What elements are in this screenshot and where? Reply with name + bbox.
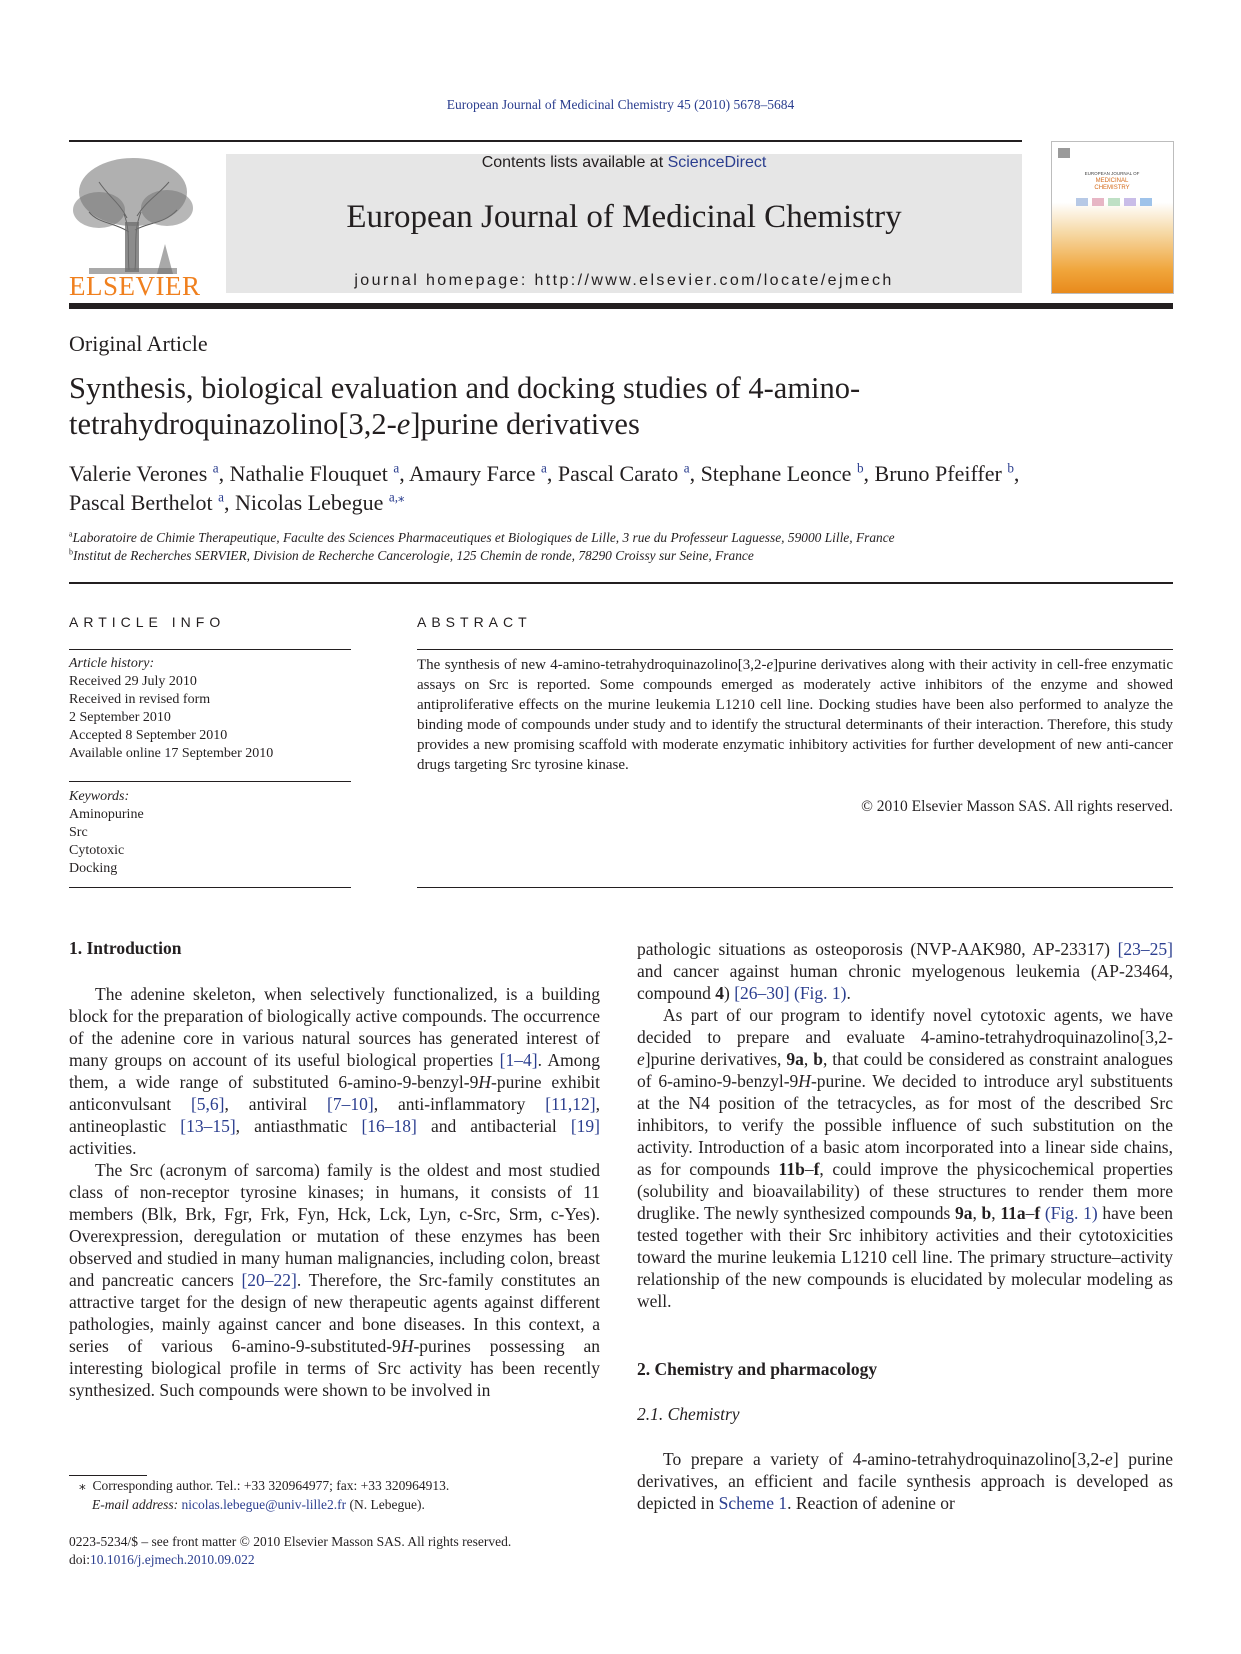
text-run: , antiasthmatic bbox=[235, 1116, 362, 1136]
author-separator: , bbox=[546, 461, 558, 486]
abstract-heading: ABSTRACT bbox=[417, 614, 532, 630]
text-run: , anti-inflammatory bbox=[373, 1094, 546, 1114]
compound-label: b bbox=[813, 1049, 823, 1069]
abstract-rule bbox=[417, 887, 1173, 888]
info-rule bbox=[69, 649, 351, 650]
text-run: To prepare a variety of 4-amino-tetrahydroquinazolino[3,2- bbox=[663, 1449, 1106, 1469]
affiliation-text: Institut de Recherches SERVIER, Division de Recherche Cancerologie, 125 Chemin de ronde, 78290 Croissy sur Seine, France bbox=[73, 548, 754, 563]
keyword-list bbox=[69, 806, 349, 878]
text-run: – bbox=[804, 1159, 814, 1179]
history-label: Article history: bbox=[69, 656, 155, 671]
journal-cover-thumbnail bbox=[1051, 141, 1174, 294]
reference-link[interactable]: [23–25] bbox=[1117, 939, 1173, 959]
reference-link[interactable]: [20–22] bbox=[241, 1270, 297, 1290]
abstract-part-a: The synthesis of new 4-amino-tetrahydroquinazolino[3,2- bbox=[417, 657, 767, 673]
contents-prefix: Contents lists available at bbox=[481, 154, 668, 171]
elsevier-wordmark: ELSEVIER bbox=[69, 271, 201, 301]
keyword-item: Cytotoxic bbox=[69, 843, 125, 858]
author-separator: , bbox=[399, 461, 410, 486]
affiliation-marker[interactable]: b bbox=[856, 460, 864, 476]
header-separator bbox=[69, 582, 1173, 584]
affiliation-marker[interactable]: a,⁎ bbox=[388, 489, 405, 505]
journal-homepage[interactable]: journal homepage: http://www.elsevier.com/locate/ejmech bbox=[354, 272, 894, 289]
affiliation bbox=[69, 529, 1169, 547]
footer-identifiers bbox=[69, 1533, 629, 1569]
reference-link[interactable]: [13–15] bbox=[180, 1116, 236, 1136]
history-item: Accepted 8 September 2010 bbox=[69, 728, 228, 743]
italic-text: e bbox=[1105, 1449, 1113, 1469]
abstract-copyright: © 2010 Elsevier Masson SAS. All rights reserved. bbox=[861, 798, 1173, 815]
text-run: -purine exhibit anticonvulsant bbox=[69, 1072, 600, 1114]
affiliation-marker[interactable]: a bbox=[540, 460, 547, 476]
title-line-2b: ]purine derivatives bbox=[410, 407, 640, 441]
reference-link[interactable]: [1–4] bbox=[499, 1050, 538, 1070]
author-name: Nathalie Flouquet bbox=[229, 461, 388, 486]
info-rule bbox=[69, 781, 351, 782]
keywords-label: Keywords: bbox=[69, 789, 130, 804]
reference-link[interactable]: [5,6] bbox=[190, 1094, 225, 1114]
text-run: , bbox=[803, 1049, 814, 1069]
author-list bbox=[69, 459, 1179, 517]
reference-link[interactable]: (Fig. 1) bbox=[794, 983, 847, 1003]
footnote-line-1: Corresponding author. Tel.: +33 320964977; fax: +33 320964913. bbox=[92, 1478, 450, 1493]
compound-label: 9a bbox=[786, 1049, 804, 1069]
info-rule bbox=[69, 887, 351, 888]
text-run: have been tested together with their Src inhibitory activities and their cytotoxicities toward the murine leukemia L1210 cell line. The primary structure–activity relationship of the new compounds is elucidated by molecular modeling as well. bbox=[637, 1203, 1174, 1311]
text-run: ] purine derivatives, an efficient and facile synthesis approach is developed as depicted in bbox=[637, 1449, 1173, 1513]
author-separator: , bbox=[863, 461, 875, 486]
doi-label: doi: bbox=[69, 1552, 91, 1567]
top-rule bbox=[69, 140, 1022, 142]
footnote-star: ⁎ bbox=[79, 1478, 86, 1493]
text-run: The adenine skeleton, when selectively functionalized, is a building block for the preparation of biologically active compounds. The occurrence of the adenine core in various natural sources has generated interest of many groups on account of its useful biological properties bbox=[69, 984, 600, 1070]
email-label: E-mail address: bbox=[92, 1497, 182, 1512]
chemistry-paragraph-1 bbox=[637, 1448, 1173, 1514]
text-run: -purines possessing an interesting biological profile in terms of Src activity has been recently synthesized. Such compounds were shown to be involved in bbox=[69, 1336, 601, 1400]
text-run: . bbox=[846, 983, 851, 1003]
text-run: pathologic situations as osteoporosis (NVP-AAK980, AP-23317) bbox=[637, 939, 1118, 959]
reference-link[interactable]: [11,12] bbox=[545, 1094, 596, 1114]
affiliation-text: Laboratoire de Chimie Therapeutique, Faculte des Sciences Pharmaceutiques et Biologiques de Lille, 3 rue du Professeur Laguesse, 59000 Lille, France bbox=[72, 530, 895, 545]
history-item: 2 September 2010 bbox=[69, 710, 171, 725]
text-run: -purine. We decided to introduce aryl substituents at the N4 position of the tetracycles, as for most of the described Src inhibitors, to verify the possible influence of such substitution on the activity. Introduction of a basic atom incorporated into a linear side chains, as for compounds bbox=[637, 1071, 1173, 1179]
author-name: Bruno Pfeiffer bbox=[874, 461, 1002, 486]
abstract-part-b: ]purine derivatives along with their activity in cell-free enzymatic assays on Src is reported. Some compounds emerged as moderately active inhibitors of the enzyme and showed antiproliferative effects on the murine leukemia L1210 cell line. Docking studies have been also performed to analyze the binding mode of compounds under study and to identify the structural determinants of their interaction. Therefore, this study provides a new promising scaffold with moderate enzymatic inhibitory activities for further development of new anti-cancer drugs targeting Src tyrosine kinase. bbox=[417, 657, 1174, 773]
author-name: Pascal Carato bbox=[557, 461, 679, 486]
history-item: Received 29 July 2010 bbox=[69, 674, 197, 689]
doi-link[interactable]: 10.1016/j.ejmech.2010.09.022 bbox=[90, 1552, 255, 1567]
reference-link[interactable]: (Fig. 1) bbox=[1044, 1203, 1098, 1223]
author-name: Nicolas Lebegue bbox=[234, 490, 384, 515]
reference-link[interactable]: [7–10] bbox=[327, 1094, 374, 1114]
compound-label: 11b bbox=[778, 1159, 805, 1179]
abstract-italic: e bbox=[766, 657, 774, 673]
text-run: , bbox=[991, 1203, 1001, 1223]
right-column bbox=[637, 938, 1173, 1312]
sciencedirect-link[interactable]: ScienceDirect bbox=[667, 154, 767, 171]
compound-label: f bbox=[1034, 1203, 1041, 1223]
text-run: ]purine derivatives, bbox=[644, 1049, 787, 1069]
front-matter-line: 0223-5234/$ – see front matter © 2010 Elsevier Masson SAS. All rights reserved. bbox=[69, 1534, 512, 1549]
affiliation-marker[interactable]: a bbox=[683, 460, 690, 476]
article-history bbox=[69, 655, 349, 763]
text-run: The Src (acronym of sarcoma) family is the oldest and most studied class of non-receptor tyrosine kinases; in humans, it consists of 11 members (Blk, Brk, Fgr, Frk, Fyn, Hck, Lck, Lyn, c-Src, Srm, c-Yes). Overexpression, deregulation or mutation of these enzymes has been observed and studied in many human malignancies, including colon, breast and pancreatic cancers bbox=[69, 1160, 600, 1290]
keywords bbox=[69, 788, 349, 878]
intro-paragraph-3 bbox=[637, 938, 1173, 1004]
italic-text: e bbox=[637, 1049, 645, 1069]
cover-title-2: MEDICINAL bbox=[1095, 178, 1129, 184]
reference-link[interactable]: [26–30] bbox=[734, 983, 790, 1003]
affiliation-letter: a bbox=[69, 529, 73, 539]
abstract-text bbox=[417, 655, 1173, 775]
footnote bbox=[69, 1476, 600, 1514]
article-type: Original Article bbox=[69, 331, 208, 356]
journal-citation[interactable]: European Journal of Medicinal Chemistry 45 (2010) 5678–5684 bbox=[446, 97, 795, 112]
text-run: As part of our program to identify novel cytotoxic agents, we have decided to prepare and evaluate 4-amino-tetrahydroquinazolino[3,2- bbox=[637, 1005, 1173, 1047]
title-line-2a: tetrahydroquinazolino[3,2- bbox=[69, 407, 397, 441]
history-list bbox=[69, 673, 349, 763]
text-run: . Among them, a wide range of substituted 6-amino-9-benzyl-9 bbox=[69, 1050, 600, 1092]
author-name: Amaury Farce bbox=[409, 461, 536, 486]
section-heading-chemistry: 2. Chemistry and pharmacology bbox=[637, 1359, 878, 1379]
section-heading-introduction: 1. Introduction bbox=[69, 938, 182, 958]
left-column bbox=[69, 983, 600, 1401]
intro-paragraph-1 bbox=[69, 983, 600, 1159]
text-run: , antiviral bbox=[224, 1094, 328, 1114]
text-run: ) bbox=[724, 983, 735, 1003]
author-name: Valerie Verones bbox=[69, 461, 208, 486]
keyword-item: Aminopurine bbox=[69, 807, 144, 822]
affiliation bbox=[69, 547, 1169, 565]
author-separator: , bbox=[218, 461, 230, 486]
reference-link[interactable]: [16–18] bbox=[361, 1116, 417, 1136]
italic-text: H bbox=[400, 1336, 414, 1356]
italic-text: H bbox=[478, 1072, 492, 1092]
journal-title: European Journal of Medicinal Chemistry bbox=[346, 199, 902, 235]
affiliation-marker[interactable]: b bbox=[1007, 460, 1014, 476]
compound-label: 9a bbox=[954, 1203, 973, 1223]
text-run: , bbox=[972, 1203, 982, 1223]
email-suffix: (N. Lebegue). bbox=[346, 1497, 425, 1512]
article-title bbox=[69, 370, 1169, 442]
title-line-2-italic: e bbox=[396, 407, 411, 441]
title-line-1: Synthesis, biological evaluation and docking studies of 4-amino- bbox=[69, 371, 861, 405]
text-run: . Reaction of adenine or bbox=[787, 1493, 955, 1513]
cover-title-3: CHEMISTRY bbox=[1094, 185, 1130, 191]
text-run: , could improve the physicochemical properties (solubility and bioavailability) of these structures to render them more druglike. The newly synthesized compounds bbox=[637, 1159, 1173, 1223]
author-separator: , bbox=[689, 461, 701, 486]
affiliation-marker[interactable]: a bbox=[212, 460, 219, 476]
affiliation-marker[interactable]: a bbox=[393, 460, 400, 476]
history-item: Received in revised form bbox=[69, 692, 211, 707]
reference-link[interactable]: Scheme 1 bbox=[718, 1493, 788, 1513]
compound-label: f bbox=[813, 1159, 820, 1179]
keyword-item: Docking bbox=[69, 861, 118, 876]
affiliations bbox=[69, 529, 1169, 565]
abstract-rule bbox=[417, 649, 1173, 650]
text-run: , that could be considered as constraint analogues of 6-amino-9-benzyl-9 bbox=[637, 1049, 1173, 1091]
intro-paragraph-4 bbox=[637, 1004, 1173, 1312]
chemistry-column bbox=[637, 1448, 1173, 1514]
text-run: . Therefore, the Src-family constitutes an attractive target for the design of new therapeutic agents against different pathologies, mainly against cancer and bone diseases. In this context, a series of various 6-amino-9-substituted-9 bbox=[69, 1270, 600, 1356]
subsection-heading-chemistry: 2.1. Chemistry bbox=[637, 1404, 740, 1424]
reference-link[interactable]: [19] bbox=[570, 1116, 600, 1136]
compound-label: 4 bbox=[715, 983, 725, 1003]
author-name: Stephane Leonce bbox=[700, 461, 852, 486]
keyword-item: Src bbox=[69, 825, 88, 840]
affiliation-marker[interactable]: a bbox=[218, 489, 224, 505]
text-run: – bbox=[1025, 1203, 1035, 1223]
text-run: and cancer against human chronic myelogenous leukemia (AP-23464, compound bbox=[637, 961, 1173, 1003]
compound-label: 11a bbox=[1000, 1203, 1026, 1223]
author-separator: , bbox=[223, 490, 235, 515]
email-link[interactable]: nicolas.lebegue@univ-lille2.fr bbox=[181, 1497, 347, 1512]
author-separator: , bbox=[1013, 461, 1020, 486]
italic-text: H bbox=[798, 1071, 811, 1091]
affiliation-letter: b bbox=[69, 547, 74, 557]
text-run: activities. bbox=[69, 1138, 137, 1158]
text-run: , antineoplastic bbox=[69, 1094, 601, 1136]
compound-label: b bbox=[981, 1203, 992, 1223]
article-info-heading: ARTICLE INFO bbox=[69, 614, 226, 630]
masthead-bottom-rule bbox=[69, 303, 1173, 309]
history-item: Available online 17 September 2010 bbox=[69, 746, 274, 761]
author-name: Pascal Berthelot bbox=[69, 490, 213, 515]
cover-title-1: EUROPEAN JOURNAL OF bbox=[1084, 171, 1140, 176]
text-run: and antibacterial bbox=[416, 1116, 571, 1136]
contents-line bbox=[226, 154, 1022, 172]
intro-paragraph-2 bbox=[69, 1159, 600, 1401]
